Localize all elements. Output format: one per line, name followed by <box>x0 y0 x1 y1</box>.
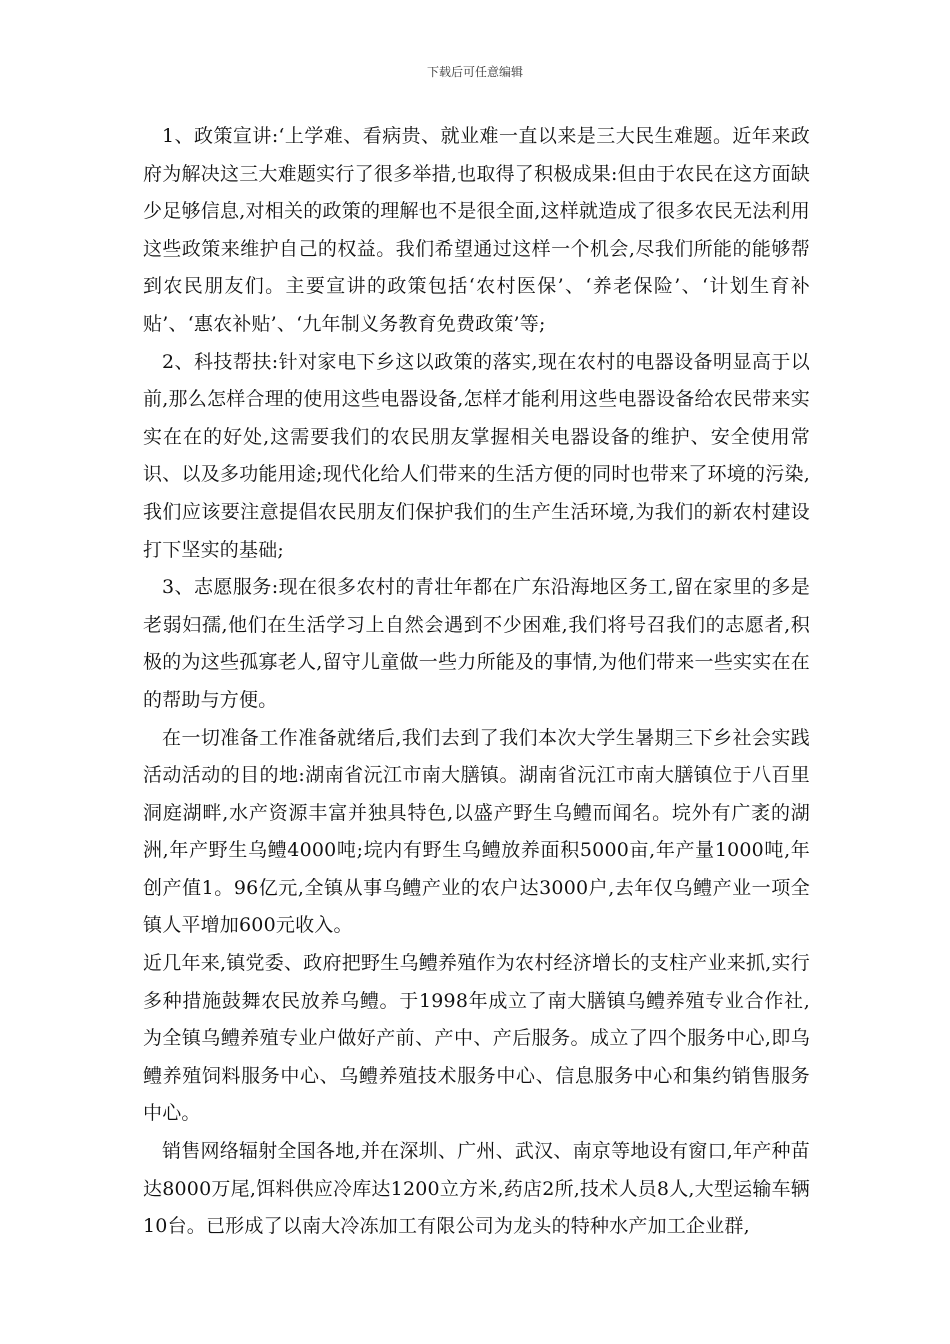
document-body <box>143 118 810 1246</box>
header-note: 下载后可任意编辑 <box>426 65 523 79</box>
paragraph-sales-network: 销售网络辐射全国各地,并在深圳、广州、武汉、南京等地设有窗口,年产种苗达8000万尾,饵料供应冷库达1200立方米,药店2所,技术人员8人,大型运输车辆10台。已形成了以南大冷冻加工有限公司为龙头的特种水产加工企业群, <box>143 1140 810 1238</box>
paragraph-destination: 在一切准备工作准备就绪后,我们去到了我们本次大学生暑期三下乡社会实践活动活动的目的地:湖南省沅江市南大膳镇。湖南省沅江市南大膳镇位于八百里洞庭湖畔,水产资源丰富并独具特色,以盛产野生乌鳢而闻名。垸外有广袤的湖洲,年产野生乌鳢4000吨;垸内有野生乌鳢放养面积5000亩,年产量1000吨,年创产值1。96亿元,全镇从事乌鳢产业的农户达3000户,去年仅乌鳢产业一项全镇人平增加600元收入。 <box>143 726 810 937</box>
paragraph-recent-years: 近几年来,镇党委、政府把野生乌鳢养殖作为农村经济增长的支柱产业来抓,实行多种措施鼓舞农民放养乌鳢。于1998年成立了南大膳镇乌鳢养殖专业合作社,为全镇乌鳢养殖专业户做好产前、产中、产后服务。成立了四个服务中心,即乌鳢养殖饲料服务中心、乌鳢养殖技术服务中心、信息服务中心和集约销售服务中心。 <box>143 952 810 1125</box>
paragraph-tech-support: 2、科技帮扶:针对家电下乡这以政策的落实,现在农村的电器设备明显高于以前,那么怎样合理的使用这些电器设备,怎样才能利用这些电器设备给农民带来实实在在的好处,这需要我们的农民朋友掌握相关电器设备的维护、安全使用常识、以及多功能用途;现代化给人们带来的生活方便的同时也带来了环境的污染,我们应该要注意提倡农民朋友们保护我们的生产生活环境,为我们的新农村建设打下坚实的基础; <box>143 350 810 561</box>
paragraph-volunteer: 3、志愿服务:现在很多农村的青壮年都在广东沿海地区务工,留在家里的多是老弱妇孺,他们在生活学习上自然会遇到不少困难,我们将号召我们的志愿者,积极的为这些孤寡老人,留守儿童做一些力所能及的事情,为他们带来一些实实在在的帮助与方便。 <box>143 576 810 711</box>
paragraph-policy: 1、政策宣讲:‘上学难、看病贵、就业难一直以来是三大民生难题。近年来政府为解决这三大难题实行了很多举措,也取得了积极成果:但由于农民在这方面缺少足够信息,对相关的政策的理解也不是很全面,这样就造成了很多农民无法利用这些政策来维护自己的权益。我们希望通过这样一个机会,尽我们所能的能够帮到农民朋友们。主要宣讲的政策包括‘农村医保’、‘养老保险’、‘计划生育补贴’、‘惠农补贴’、‘九年制义务教育免费政策’等; <box>143 125 810 335</box>
